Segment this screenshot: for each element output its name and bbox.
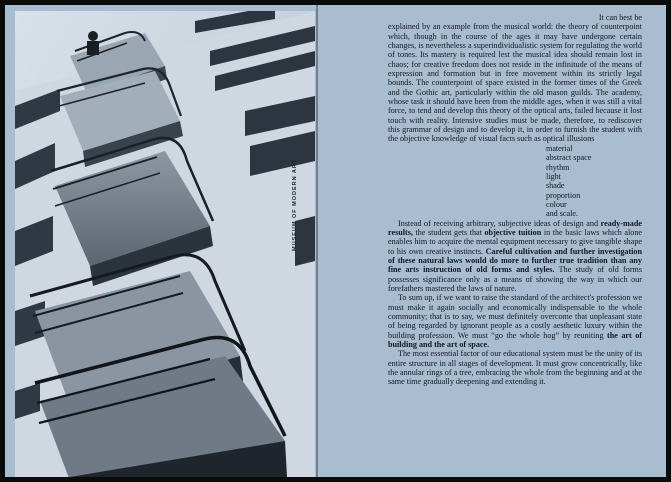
paragraph-lead: It can best be (598, 13, 642, 22)
list-item: proportion (546, 190, 581, 200)
text-run: Instead of receiving arbitrary, subjective ideas of design and (398, 218, 601, 228)
list-item: and scale. (546, 209, 579, 219)
balconies-image (15, 11, 315, 477)
list-item: light (546, 171, 561, 181)
bold-run: objective tuition (484, 227, 542, 237)
text-run: the student gets that (412, 227, 485, 237)
bold-run: ready-made results, (388, 218, 642, 237)
list-item: colour (546, 199, 567, 209)
paragraph-4: The most essential factor of our educational system must be the unity of its entire structure in all stages of development. It must grow concentrically, like the annular rings of a tree, embracing the whole from the beginning and at the same time gradually deepening and extending it. (388, 349, 642, 387)
left-page (5, 5, 317, 477)
bold-run: Careful cultivation and further investigation of these natural laws would do more to further true tradition than any fine arts instruction of old forms and styles. (388, 246, 643, 275)
spine-credit: MUSEUM OF MODERN ART (292, 158, 298, 251)
text-run: in the basic laws which alone enables him to acquire the mental equipment necessary to give tangible shape to his own creative instincts. (388, 227, 642, 256)
list-item: rhythm (546, 162, 570, 172)
balconies-photograph (15, 11, 315, 477)
paragraph-1 (388, 13, 642, 144)
text-run: To sum up, if we want to raise the standard of the architect's profession we must make it again socially and economically indispensable to the whole community; that is to say, we must definitely overcome that unpleasant state of being regarded by ignorant people as a costly aesthetic luxury within the building profession. We must “go the whole hog” by reuniting (388, 293, 642, 340)
visual-facts-list (546, 144, 642, 219)
right-page (318, 5, 666, 477)
list-item: material (546, 143, 573, 153)
list-item: shade (546, 181, 565, 191)
paragraph-1-text: explained by an example from the musical world: the theory of counterpoint which, though in the course of the ages it may have undergone certain changes, is nevertheless a superindividualistic system for regulating the world of tones. Its mastery is required lest the musical idea should remain lost in chaos; for creative freedom does not reside in the infinitude of the means of expression and formation but in free movement within its strictly legal bounds. The counterpoint of space existed in the former times of the Greek and the Gothic art, particularly within the old mason guilds. The academy, whose task it should have been from the middle ages, when it was still a vital force, to tend and develop this theory of the optical arts, failed because it lost touch with reality. Intensive studies must be made, therefore, to rediscover this grammar of design and to develop it, in order to furnish the student with the objective knowledge of visual facts such as optical illusions (388, 22, 642, 144)
bold-run: the art of building and the art of space. (388, 330, 642, 350)
body-text (388, 13, 642, 387)
text-run: The study of old forms possesses significance only as a means of showing the way in which our forefathers mastered the laws of nature. (388, 265, 643, 293)
list-item: abstract space (546, 153, 592, 163)
paragraph-3 (388, 293, 642, 349)
paragraph-2 (388, 219, 642, 294)
